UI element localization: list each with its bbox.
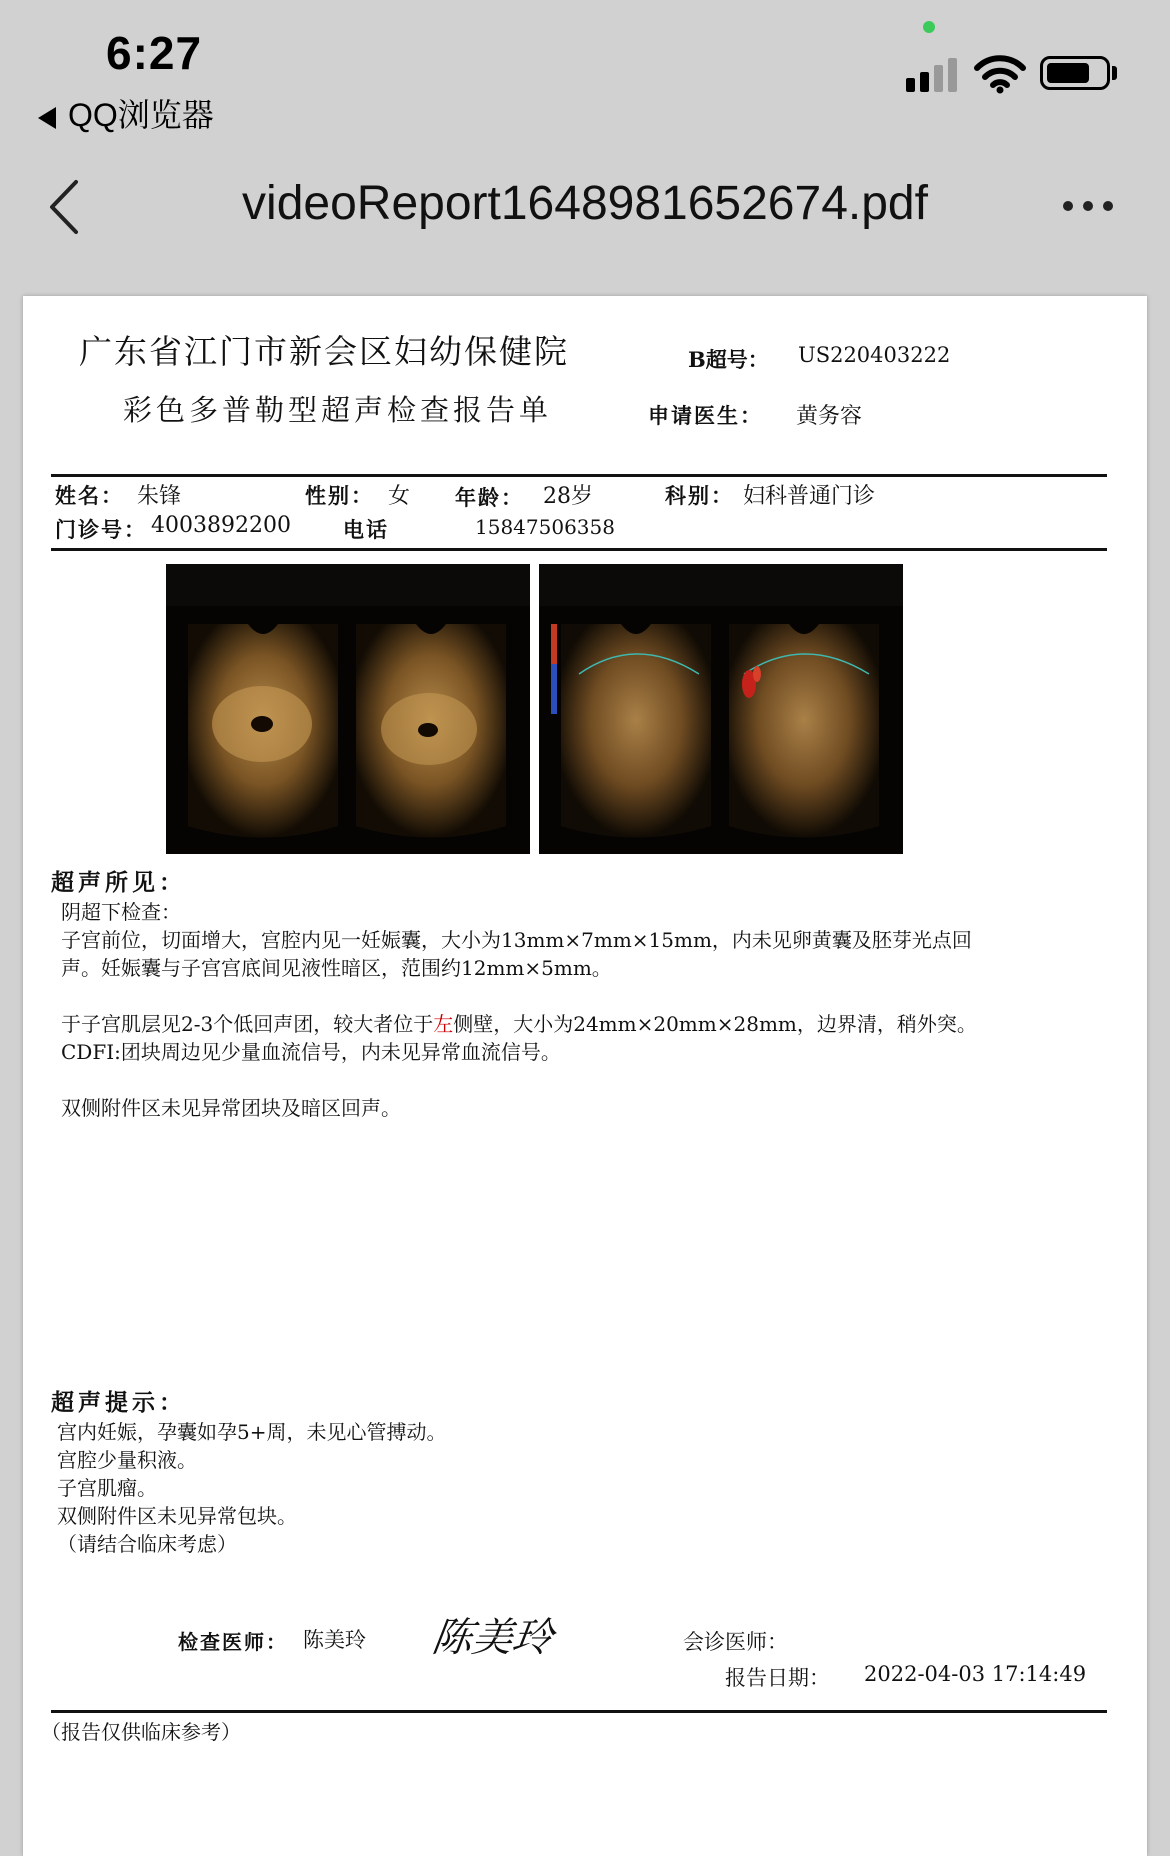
phone-value: 15847506358 xyxy=(475,515,615,539)
wifi-icon xyxy=(973,54,1027,94)
battery-cap xyxy=(1112,66,1117,80)
footnote: （报告仅供临床参考） xyxy=(41,1720,241,1744)
findings-line-4b: 侧壁，大小为24mm×20mm×28mm，边界清，稍外突。 xyxy=(453,1012,977,1036)
impression-line-3: 子宫肌瘤。 xyxy=(57,1476,157,1500)
findings-line-1: 阴超下检查： xyxy=(61,900,181,924)
privacy-indicator-dot xyxy=(923,21,935,33)
consulting-doctor-label: 会诊医师： xyxy=(683,1630,788,1654)
ultrasound-image-right xyxy=(539,564,903,854)
report-subtitle: 彩色多普勒型超声检查报告单 xyxy=(123,393,553,427)
battery-icon xyxy=(1040,56,1110,90)
back-chevron-icon[interactable] xyxy=(44,178,84,236)
document-title: videoReport1648981652674.pdf xyxy=(242,177,928,230)
findings-line-4a: 于子宫肌层见2-3个低回声团，较大者位于 xyxy=(61,1012,434,1036)
name-label: 姓名： xyxy=(55,483,124,508)
back-triangle-icon xyxy=(38,107,56,129)
back-app-label: QQ浏览器 xyxy=(68,97,214,133)
doctor-signature: 陈美玲 xyxy=(429,1615,556,1661)
gender-value: 女 xyxy=(388,484,411,509)
name-value: 朱锋 xyxy=(137,484,182,509)
findings-heading: 超声所见： xyxy=(51,869,186,896)
findings-line-4 xyxy=(61,1010,977,1038)
examining-doctor-value: 陈美玲 xyxy=(303,1628,366,1652)
more-options-icon[interactable] xyxy=(1058,188,1118,224)
divider-bottom xyxy=(51,1710,1107,1713)
department-label: 科别： xyxy=(665,483,734,508)
status-time: 6:27 xyxy=(106,27,203,79)
findings-line-6: 双侧附件区未见异常团块及暗区回声。 xyxy=(61,1096,401,1120)
impression-line-1: 宫内妊娠，孕囊如孕5+周，未见心管搏动。 xyxy=(57,1420,447,1444)
findings-line-5: CDFI:团块周边见少量血流信号，内未见异常血流信号。 xyxy=(61,1040,561,1064)
age-label: 年龄： xyxy=(455,485,524,510)
pdf-page[interactable] xyxy=(23,296,1147,1856)
findings-line-3: 声。妊娠囊与子宫宫底间见液性暗区，范围约12mm×5mm。 xyxy=(61,956,612,980)
examining-doctor-label: 检查医师： xyxy=(178,1630,288,1654)
hospital-name: 广东省江门市新会区妇幼保健院 xyxy=(79,332,569,371)
referring-doctor-value: 黄务容 xyxy=(796,404,863,429)
clinic-number-value: 4003892200 xyxy=(151,513,291,538)
gender-label: 性别： xyxy=(305,483,374,508)
impression-line-2: 宫腔少量积液。 xyxy=(57,1448,197,1472)
age-value: 28岁 xyxy=(543,484,593,509)
b-number-value: US220403222 xyxy=(798,343,951,367)
findings-highlight-left: 左 xyxy=(433,1012,454,1036)
impression-line-5: （请结合临床考虑） xyxy=(57,1532,237,1556)
b-number-label: B超号： xyxy=(688,347,769,372)
divider-top xyxy=(51,474,1107,477)
clinic-number-label: 门诊号： xyxy=(55,517,147,542)
status-bar xyxy=(0,0,1170,140)
back-to-app-link[interactable] xyxy=(38,90,214,136)
department-value: 妇科普通门诊 xyxy=(743,484,876,509)
ultrasound-image-left xyxy=(166,564,530,854)
report-date-value: 2022-04-03 17:14:49 xyxy=(864,1662,1087,1686)
divider-info xyxy=(51,548,1107,551)
browser-nav-bar xyxy=(0,140,1170,272)
referring-doctor-label: 申请医生： xyxy=(648,403,763,428)
impression-line-4: 双侧附件区未见异常包块。 xyxy=(57,1504,297,1528)
phone-label: 电话 xyxy=(343,517,389,542)
ultrasound-images xyxy=(166,564,903,854)
impression-heading: 超声提示： xyxy=(51,1389,186,1416)
cellular-signal-icon xyxy=(906,56,958,92)
findings-line-2: 子宫前位，切面增大，宫腔内见一妊娠囊，大小为13mm×7mm×15mm，内未见卵黄囊及胚芽光点回 xyxy=(61,928,972,952)
report-date-label: 报告日期： xyxy=(725,1666,830,1690)
